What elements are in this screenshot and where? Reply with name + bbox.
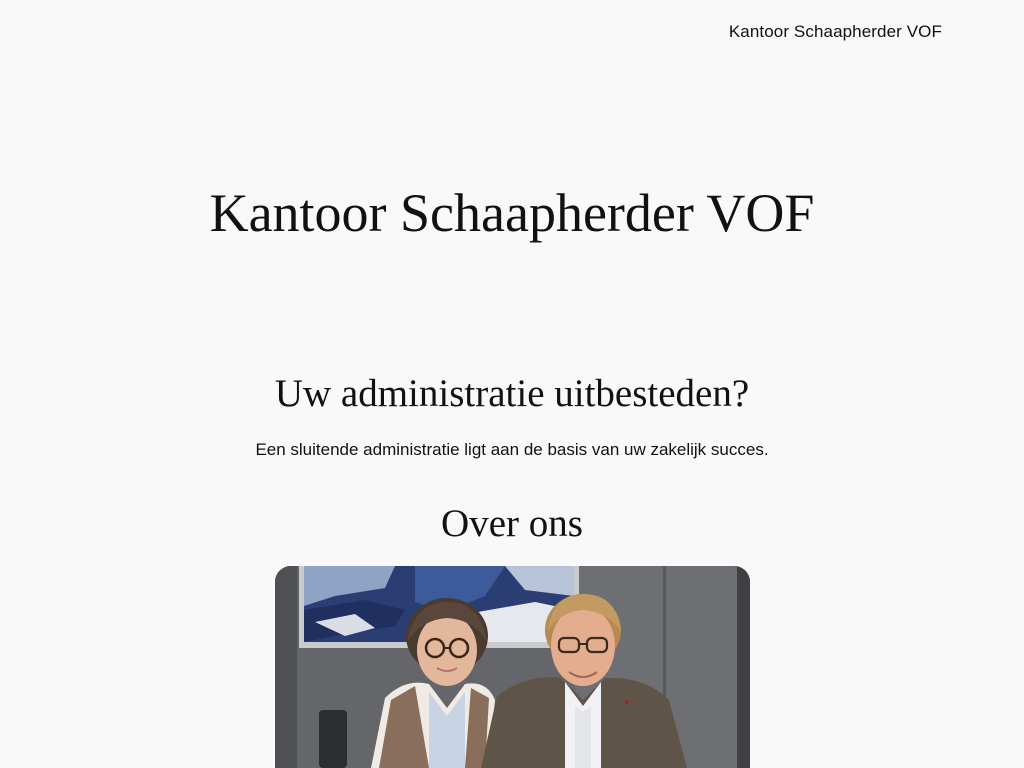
- site-title-link[interactable]: Kantoor Schaapherder VOF: [728, 22, 942, 41]
- outsourcing-heading: Uw administratie uitbesteden?: [274, 372, 750, 415]
- about-heading: Over ons: [441, 502, 583, 545]
- about-photo: [275, 566, 750, 768]
- outsourcing-text: Een sluitende administratie ligt aan de basis van uw zakelijk succes.: [255, 440, 769, 459]
- hero-title: Kantoor Schaapherder VOF: [209, 183, 815, 243]
- site-header: [0, 0, 1024, 66]
- team-photo-illustration: [275, 566, 750, 768]
